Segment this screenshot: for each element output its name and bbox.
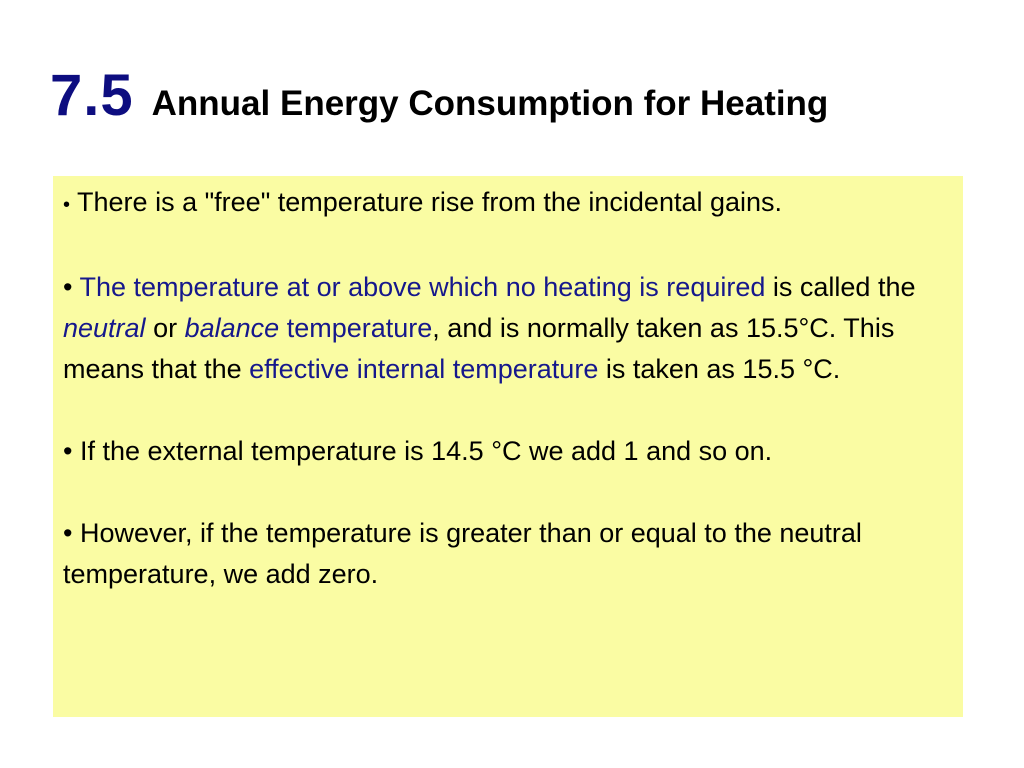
bullet-text: If the external temperature is 14.5 °C we add 1 and so on. <box>79 436 773 466</box>
bullet-text: There is a "free" temperature rise from the incidental gains. <box>77 187 783 217</box>
term-neutral: neutral <box>63 313 146 343</box>
bullet-text: is taken as 15.5 °C. <box>605 354 841 384</box>
term-balance: balance <box>184 313 280 343</box>
bullet-text: or <box>153 313 178 343</box>
bullet-marker: • <box>63 436 73 466</box>
bullet-item <box>63 182 955 226</box>
term-temperature: temperature <box>286 313 433 343</box>
bullet-item <box>63 513 955 595</box>
bullet-text: , and is normally taken as 15.5°C. This means that the <box>63 313 895 384</box>
bullet-text: However, if the temperature is greater than or equal to the neutral temperature, we add zero. <box>63 518 862 589</box>
section-number: 7.5 <box>50 63 134 128</box>
bullet-marker: • <box>63 194 71 216</box>
slide-title <box>50 62 828 129</box>
bullet-text-highlight: The temperature at or above which no heating is required <box>79 272 766 302</box>
bullet-marker: • <box>63 518 73 548</box>
bullet-item <box>63 431 955 472</box>
term-effective-internal-temperature: effective internal temperature <box>249 354 599 384</box>
bullet-text: is called the <box>772 272 916 302</box>
bullet-marker: • <box>63 272 73 302</box>
content-box <box>53 176 963 717</box>
section-title: Annual Energy Consumption for Heating <box>151 84 829 123</box>
bullet-item <box>63 267 955 390</box>
